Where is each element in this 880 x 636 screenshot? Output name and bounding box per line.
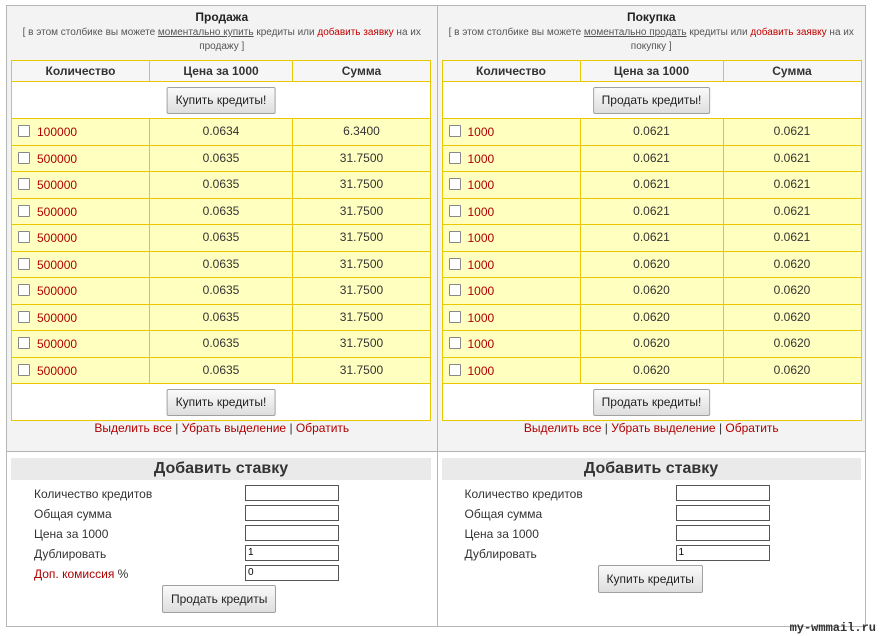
row-checkbox[interactable]	[18, 152, 30, 164]
quantity-link[interactable]: 500000	[37, 363, 78, 378]
form-row-price	[34, 525, 414, 543]
quantity-cell	[443, 199, 581, 226]
table-row	[12, 278, 430, 305]
sum-cell: 31.7500	[293, 225, 430, 252]
buy-column	[437, 6, 866, 626]
sum-cell: 0.0620	[724, 278, 861, 305]
row-checkbox[interactable]	[449, 178, 461, 190]
sum-cell: 31.7500	[293, 278, 430, 305]
sum-cell: 0.0621	[724, 225, 861, 252]
row-checkbox[interactable]	[18, 284, 30, 296]
table-row	[443, 331, 861, 358]
price-cell: 0.0620	[581, 278, 724, 305]
quantity-cell	[12, 172, 150, 199]
price-cell: 0.0635	[150, 199, 293, 226]
buy-credits-button[interactable]: Купить кредиты	[598, 565, 703, 593]
form-row-duplicate	[465, 545, 845, 563]
sum-cell: 0.0621	[724, 172, 861, 199]
col-header-price: Цена за 1000	[581, 61, 724, 82]
qty-label: Количество кредитов	[464, 487, 583, 501]
table-header	[12, 61, 430, 82]
buy-orders-table	[442, 60, 862, 421]
form-row-total	[465, 505, 845, 523]
price-cell: 0.0620	[581, 252, 724, 279]
buy-credits-button-bottom[interactable]: Купить кредиты!	[167, 389, 276, 416]
price-cell: 0.0635	[150, 331, 293, 358]
quantity-cell	[12, 358, 150, 385]
price-input[interactable]	[676, 525, 770, 541]
row-checkbox[interactable]	[449, 364, 461, 376]
quantity-cell	[443, 119, 581, 146]
price-cell: 0.0621	[581, 199, 724, 226]
sum-cell: 31.7500	[293, 358, 430, 385]
price-cell: 0.0621	[581, 172, 724, 199]
bottom-button-row	[12, 384, 430, 420]
quantity-cell	[443, 331, 581, 358]
table-row	[443, 172, 861, 199]
qty-label: Количество кредитов	[34, 487, 153, 501]
sum-cell: 0.0620	[724, 331, 861, 358]
table-row	[443, 305, 861, 332]
table-row	[12, 199, 430, 226]
col-header-quantity: Количество	[443, 61, 581, 82]
table-row	[12, 331, 430, 358]
sum-cell: 0.0620	[724, 358, 861, 385]
sum-cell: 31.7500	[293, 172, 430, 199]
sell-add-bid-form	[7, 451, 437, 626]
instant-buy-link[interactable]: моментально купить	[157, 27, 254, 38]
buy-orders-section	[438, 6, 866, 451]
row-checkbox[interactable]	[449, 125, 461, 137]
quantity-link[interactable]: 100000	[37, 125, 78, 139]
buy-note: [ в этом столбике вы можете моментально продать кредиты или добавить заявку на их покупку ]	[448, 27, 854, 52]
quantity-cell	[12, 278, 150, 305]
price-cell: 0.0635	[150, 278, 293, 305]
quantity-cell	[443, 225, 581, 252]
quantity-cell	[443, 172, 581, 199]
row-checkbox[interactable]	[449, 311, 461, 323]
row-checkbox[interactable]	[449, 231, 461, 243]
sell-credits-button[interactable]: Продать кредиты	[162, 585, 276, 613]
sum-cell: 6.3400	[293, 119, 430, 146]
quantity-link[interactable]: 1000	[467, 284, 495, 298]
quantity-link[interactable]: 500000	[37, 151, 78, 166]
sum-cell: 31.7500	[293, 199, 430, 226]
row-checkbox[interactable]	[18, 364, 30, 376]
price-cell: 0.0621	[581, 225, 724, 252]
quantity-cell	[12, 252, 150, 279]
quantity-link[interactable]: 1000	[467, 231, 495, 245]
table-row	[443, 358, 861, 385]
selection-links: Выделить все | Убрать выделение | Обратить	[94, 421, 350, 435]
add-bid-title: Добавить ставку	[442, 458, 861, 480]
form-row-price	[465, 525, 845, 543]
table-row	[12, 358, 430, 385]
price-cell: 0.0635	[150, 252, 293, 279]
sum-cell: 31.7500	[293, 331, 430, 358]
form-row-duplicate	[34, 545, 414, 563]
quantity-link[interactable]: 1000	[467, 204, 495, 219]
quantity-cell	[443, 358, 581, 385]
row-checkbox[interactable]	[449, 205, 461, 217]
table-row	[443, 199, 861, 226]
sell-credits-button-bottom[interactable]: Продать кредиты!	[593, 389, 711, 416]
quantity-link[interactable]: 1000	[467, 310, 495, 325]
quantity-link[interactable]: 1000	[467, 125, 495, 139]
form-row-fee	[34, 565, 414, 583]
price-cell: 0.0621	[581, 119, 724, 146]
price-cell: 0.0620	[581, 331, 724, 358]
table-row	[443, 225, 861, 252]
top-button-row	[12, 82, 430, 119]
row-checkbox[interactable]	[449, 337, 461, 349]
table-row	[443, 278, 861, 305]
buy-add-bid-form	[438, 451, 866, 626]
sell-credits-button-top[interactable]: Продать кредиты!	[593, 87, 711, 114]
form-row-qty	[465, 485, 845, 503]
table-row	[12, 146, 430, 173]
quantity-link[interactable]: 500000	[37, 204, 78, 219]
row-checkbox[interactable]	[18, 311, 30, 323]
select-all-link[interactable]: Выделить все	[94, 421, 172, 435]
add-bid-title: Добавить ставку	[11, 458, 431, 480]
row-checkbox[interactable]	[449, 258, 461, 270]
price-cell: 0.0621	[581, 146, 724, 173]
quantity-link[interactable]: 1000	[467, 363, 495, 378]
row-checkbox[interactable]	[18, 258, 30, 270]
sell-note: [ в этом столбике вы можете моментально купить кредиты или добавить заявку на их продажу ]	[22, 27, 421, 52]
duplicate-label: Дублировать	[464, 547, 537, 561]
deselect-link[interactable]: Убрать выделение	[181, 421, 287, 435]
table-row	[443, 119, 861, 146]
instant-sell-link[interactable]: моментально продать	[583, 27, 687, 38]
fee-link[interactable]: Доп. комиссия	[34, 567, 115, 581]
fee-label: Доп. комиссия %	[34, 567, 129, 581]
duplicate-input[interactable]: 1	[245, 545, 339, 561]
quantity-cell	[12, 199, 150, 226]
price-cell: 0.0635	[150, 305, 293, 332]
invert-selection-link[interactable]: Обратить	[295, 421, 350, 435]
sell-orders-section	[7, 6, 437, 451]
quantity-link[interactable]: 500000	[37, 231, 78, 245]
select-all-link[interactable]: Выделить все	[523, 421, 602, 435]
quantity-cell	[12, 119, 150, 146]
buy-title: Покупка	[626, 10, 676, 24]
quantity-cell	[443, 252, 581, 279]
quantity-cell	[12, 146, 150, 173]
sell-orders-table	[11, 60, 431, 421]
sum-cell: 0.0621	[724, 119, 861, 146]
form-row-qty	[34, 485, 414, 503]
bottom-button-row	[443, 384, 861, 420]
row-checkbox[interactable]	[18, 178, 30, 190]
sell-column	[7, 6, 437, 626]
sum-cell: 31.7500	[293, 252, 430, 279]
sell-rows	[12, 119, 430, 384]
price-label: Цена за 1000	[34, 527, 109, 541]
duplicate-input[interactable]: 1	[676, 545, 770, 561]
row-checkbox[interactable]	[18, 231, 30, 243]
form-row-total	[34, 505, 414, 523]
quantity-link[interactable]: 1000	[467, 257, 495, 272]
buy-rows	[443, 119, 861, 384]
quantity-link[interactable]: 500000	[37, 337, 78, 351]
quantity-cell	[443, 146, 581, 173]
site-watermark: my-wmmail.ru	[789, 621, 876, 635]
sell-title: Продажа	[195, 10, 249, 24]
qty-input[interactable]	[676, 485, 770, 501]
total-label: Общая сумма	[464, 507, 543, 521]
sum-cell: 0.0620	[724, 305, 861, 332]
total-input[interactable]	[676, 505, 770, 521]
table-header	[443, 61, 861, 82]
sum-cell: 0.0620	[724, 252, 861, 279]
quantity-link[interactable]: 1000	[467, 151, 495, 166]
invert-selection-link[interactable]: Обратить	[725, 421, 779, 435]
add-buy-request-link[interactable]: добавить заявку	[750, 27, 827, 38]
price-cell: 0.0635	[150, 172, 293, 199]
exchange-panel	[6, 5, 866, 627]
price-cell: 0.0635	[150, 146, 293, 173]
col-header-price: Цена за 1000	[150, 61, 293, 82]
col-header-sum: Сумма	[293, 61, 430, 82]
col-header-sum: Сумма	[724, 61, 861, 82]
table-row	[12, 172, 430, 199]
selection-links: Выделить все | Убрать выделение | Обратить	[523, 421, 779, 435]
total-input[interactable]	[245, 505, 339, 521]
quantity-cell	[12, 331, 150, 358]
row-checkbox[interactable]	[18, 337, 30, 349]
quantity-link[interactable]: 500000	[37, 257, 78, 272]
quantity-link[interactable]: 1000	[467, 337, 495, 351]
price-cell: 0.0635	[150, 358, 293, 385]
add-sell-request-link[interactable]: добавить заявку	[317, 27, 394, 38]
top-button-row	[443, 82, 861, 119]
quantity-link[interactable]: 500000	[37, 284, 78, 298]
price-cell: 0.0635	[150, 225, 293, 252]
price-cell: 0.0620	[581, 305, 724, 332]
price-label: Цена за 1000	[464, 527, 539, 541]
row-checkbox[interactable]	[449, 284, 461, 296]
quantity-link[interactable]: 500000	[37, 178, 78, 192]
quantity-link[interactable]: 500000	[37, 310, 78, 325]
deselect-link[interactable]: Убрать выделение	[611, 421, 716, 435]
quantity-cell	[443, 305, 581, 332]
price-cell: 0.0634	[150, 119, 293, 146]
table-row	[12, 225, 430, 252]
price-input[interactable]	[245, 525, 339, 541]
sum-cell: 0.0621	[724, 146, 861, 173]
total-label: Общая сумма	[34, 507, 112, 521]
price-cell: 0.0620	[581, 358, 724, 385]
quantity-cell	[443, 278, 581, 305]
duplicate-label: Дублировать	[34, 547, 107, 561]
row-checkbox[interactable]	[18, 125, 30, 137]
fee-input[interactable]: 0	[245, 565, 339, 581]
table-row	[12, 252, 430, 279]
row-checkbox[interactable]	[449, 152, 461, 164]
table-row	[443, 146, 861, 173]
col-header-quantity: Количество	[12, 61, 150, 82]
sum-cell: 0.0621	[724, 199, 861, 226]
sum-cell: 31.7500	[293, 305, 430, 332]
table-row	[12, 119, 430, 146]
row-checkbox[interactable]	[18, 205, 30, 217]
qty-input[interactable]	[245, 485, 339, 501]
quantity-cell	[12, 225, 150, 252]
table-row	[443, 252, 861, 279]
quantity-link[interactable]: 1000	[467, 178, 495, 192]
sum-cell: 31.7500	[293, 146, 430, 173]
quantity-cell	[12, 305, 150, 332]
buy-credits-button-top[interactable]: Купить кредиты!	[167, 87, 276, 114]
table-row	[12, 305, 430, 332]
